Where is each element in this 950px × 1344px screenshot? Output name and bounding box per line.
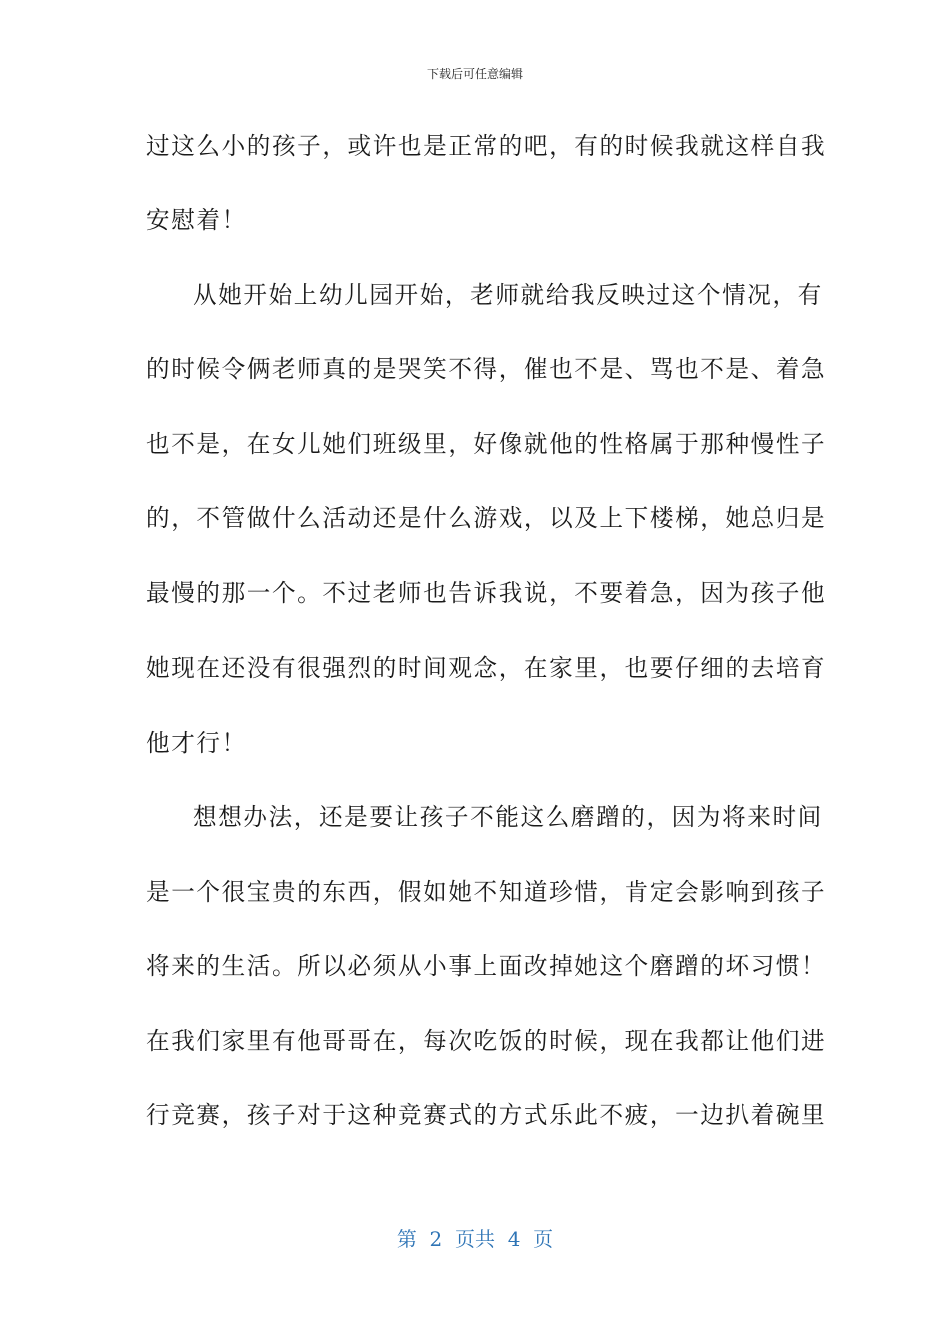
body-text-line: 最慢的那一个。不过老师也告诉我说，不要着急，因为孩子他 [146, 579, 827, 607]
page-header: 下载后可任意编辑 [426, 67, 523, 81]
body-text-line: 想想办法，还是要让孩子不能这么磨蹭的，因为将来时间 [193, 803, 823, 831]
body-text-line: 行竞赛，孩子对于这种竞赛式的方式乐此不疲，一边扒着碗里 [146, 1101, 827, 1129]
body-text-line: 安慰着！ [146, 206, 247, 234]
body-text-line: 从她开始上幼儿园开始，老师就给我反映过这个情况，有 [193, 281, 823, 309]
body-text-line: 他才行！ [146, 729, 247, 757]
body-text-line: 的，不管做什么活动还是什么游戏，以及上下楼梯，她总归是 [146, 504, 827, 532]
body-text-line: 的时候令俩老师真的是哭笑不得，催也不是、骂也不是、着急 [146, 355, 827, 383]
body-text-line: 在我们家里有他哥哥在，每次吃饭的时候，现在我都让他们进 [146, 1027, 827, 1055]
body-text-line: 她现在还没有很强烈的时间观念，在家里，也要仔细的去培育 [146, 654, 827, 682]
body-text-line: 是一个很宝贵的东西，假如她不知道珍惜，肯定会影响到孩子 [146, 878, 827, 906]
page-number-footer: 第 2 页共 4 页 [396, 1227, 554, 1251]
body-text-line: 将来的生活。所以必须从小事上面改掉她这个磨蹭的坏习惯！ [146, 952, 827, 980]
body-text-line: 过这么小的孩子，或许也是正常的吧，有的时候我就这样自我 [146, 132, 827, 160]
body-text-line: 也不是，在女儿她们班级里，好像就他的性格属于那种慢性子 [146, 430, 827, 458]
